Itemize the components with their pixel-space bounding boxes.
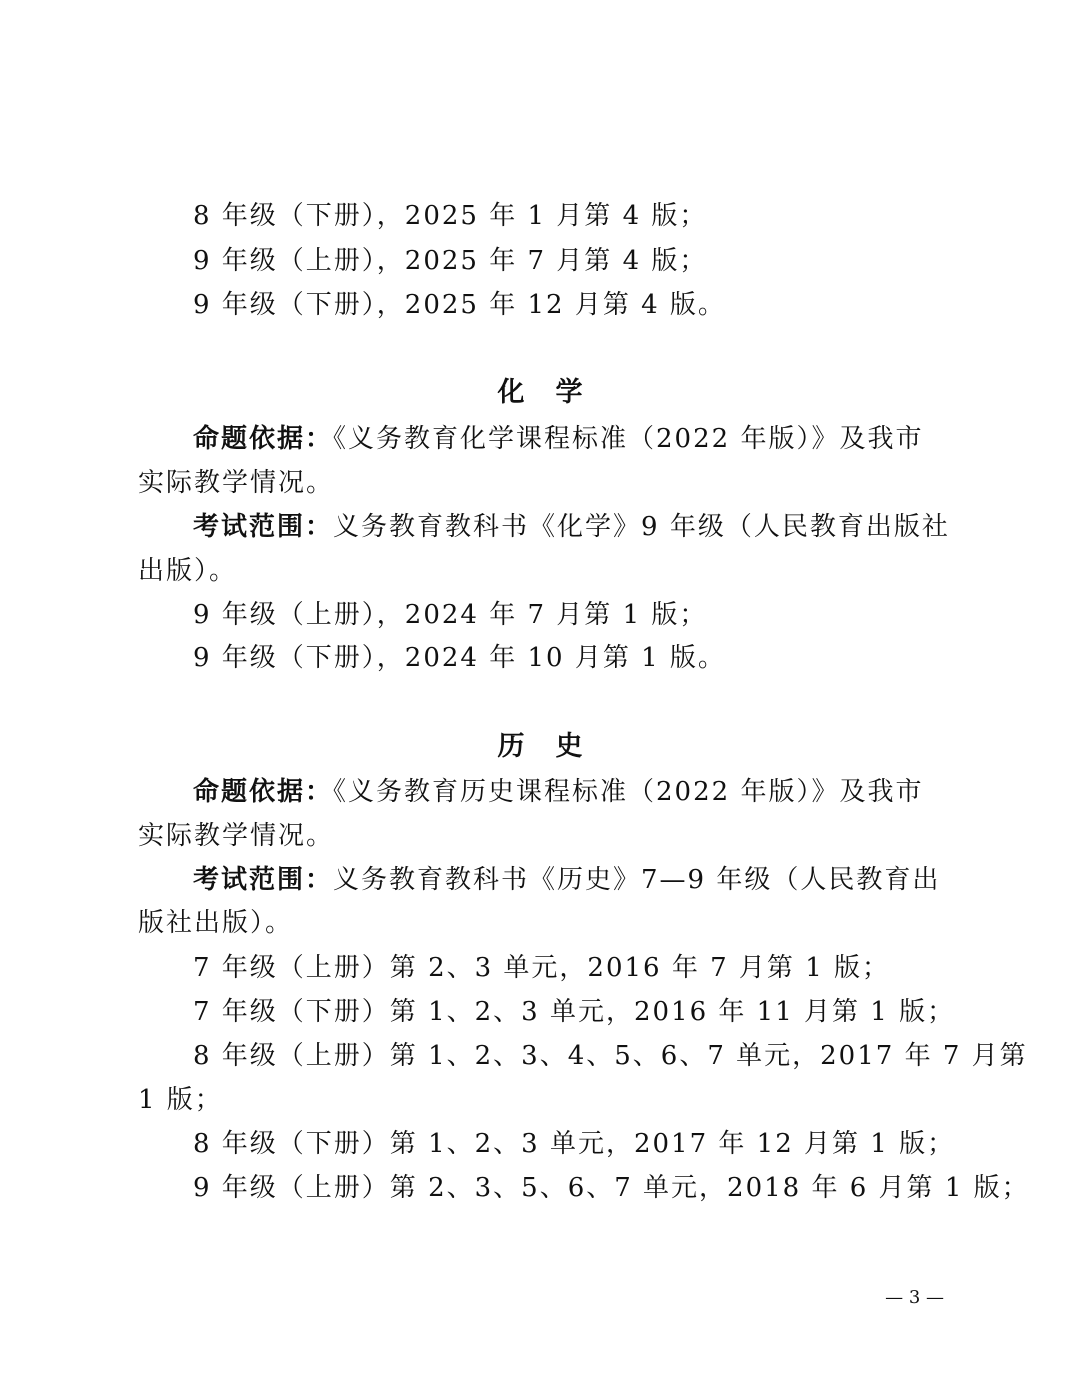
- history-line-3-cont: 1 版；: [138, 1085, 223, 1115]
- history-basis-line: [193, 775, 944, 809]
- page-number: — 3 —: [885, 1287, 944, 1308]
- history-basis-label: 命题依据：: [193, 777, 334, 807]
- chemistry-scope-line: [193, 510, 950, 544]
- chemistry-heading: 化 学: [497, 377, 585, 408]
- history-scope-line: [193, 863, 944, 897]
- prev-line-2: 9 年级（上册），2025 年 7 月第 4 版；: [193, 246, 708, 276]
- chemistry-basis-line: [193, 422, 944, 456]
- chemistry-basis-label: 命题依据：: [193, 424, 334, 454]
- history-basis-cont: 实际教学情况。: [138, 821, 335, 851]
- history-line-4: 8 年级（下册）第 1、2、3 单元，2017 年 12 月第 1 版；: [193, 1129, 956, 1159]
- chemistry-basis-text: 《义务教育化学课程标准（2022 年版）》及我市: [333, 424, 924, 454]
- chemistry-scope-label: 考试范围：: [193, 512, 334, 542]
- chemistry-basis-cont: 实际教学情况。: [138, 468, 335, 498]
- history-scope-cont: 版社出版）。: [138, 908, 294, 938]
- chemistry-line-1: 9 年级（上册），2024 年 7 月第 1 版；: [193, 600, 708, 630]
- history-line-3: 8 年级（上册）第 1、2、3、4、5、6、7 单元，2017 年 7 月第: [193, 1041, 1028, 1071]
- history-scope-text: 义务教育教科书《历史》7—9 年级（人民教育出: [333, 865, 941, 895]
- history-line-1: 7 年级（上册）第 2、3 单元，2016 年 7 月第 1 版；: [193, 953, 890, 983]
- history-heading: 历 史: [497, 731, 585, 762]
- history-line-2: 7 年级（下册）第 1、2、3 单元，2016 年 11 月第 1 版；: [193, 997, 956, 1027]
- chemistry-line-2: 9 年级（下册），2024 年 10 月第 1 版。: [193, 643, 726, 673]
- prev-line-3: 9 年级（下册），2025 年 12 月第 4 版。: [193, 290, 726, 320]
- history-line-5: 9 年级（上册）第 2、3、5、6、7 单元，2018 年 6 月第 1 版；: [193, 1173, 1030, 1203]
- history-basis-text: 《义务教育历史课程标准（2022 年版）》及我市: [333, 777, 924, 807]
- prev-line-1: 8 年级（下册），2025 年 1 月第 4 版；: [193, 201, 708, 231]
- history-scope-label: 考试范围：: [193, 865, 334, 895]
- chemistry-scope-cont: 出版）。: [138, 556, 238, 586]
- chemistry-scope-text: 义务教育教科书《化学》9 年级（人民教育出版社: [333, 512, 950, 542]
